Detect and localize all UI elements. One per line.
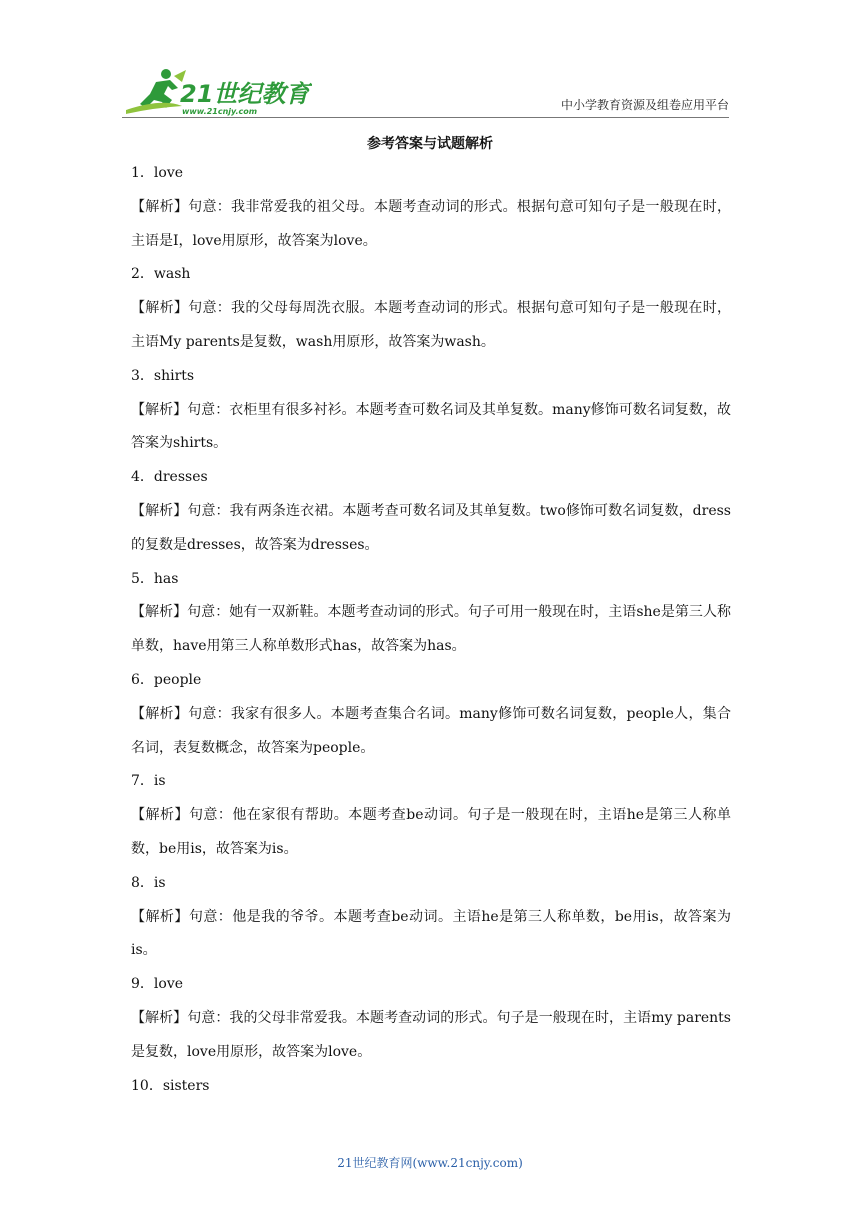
logo — [122, 64, 312, 120]
answer-text: 7．is — [131, 773, 166, 790]
explanation-text: 【解析】句意：他是我的爷爷。本题考查be动词。主语he是第三人称单数，be用is，故答案为is。 — [131, 908, 731, 959]
platform-label: 中小学教育资源及组卷应用平台 — [560, 98, 729, 112]
answer-item — [131, 461, 731, 562]
answer-text: 1．love — [131, 165, 184, 181]
explanation-text: 【解析】句意：我的父母非常爱我。本题考查动词的形式。句子是一般现在时，主语my parents是复数，love用原形，故答案为love。 — [131, 1009, 731, 1060]
explanation-text: 【解析】句意：衣柜里有很多衬衫。本题考查可数名词及其单复数。many修饰可数名词复数，故答案为shirts。 — [131, 401, 731, 452]
answer-item — [131, 157, 731, 258]
answer-item — [131, 664, 731, 765]
page-footer: 21世纪教育网(www.21cnjy.com) — [337, 1156, 523, 1170]
answer-text: 4．dresses — [131, 469, 208, 486]
runner-logo-icon — [122, 64, 312, 120]
header-divider — [122, 117, 729, 118]
answer-text: 2．wash — [131, 266, 191, 283]
answer-text: 3．shirts — [131, 367, 195, 384]
answer-list — [131, 157, 731, 1103]
answer-text: 5．has — [131, 570, 179, 587]
answer-text: 8．is — [131, 874, 166, 891]
svg-text:www.21cnjy.com: www.21cnjy.com — [182, 107, 258, 116]
answer-item — [131, 258, 731, 359]
explanation-text: 【解析】句意：我有两条连衣裙。本题考查可数名词及其单复数。two修饰可数名词复数，dress的复数是dresses，故答案为dresses。 — [131, 502, 731, 553]
explanation-text: 【解析】句意：我家有很多人。本题考查集合名词。many修饰可数名词复数，people人，集合名词，表复数概念，故答案为people。 — [131, 705, 731, 756]
svg-text:21世纪教育: 21世纪教育 — [180, 80, 310, 108]
answer-item — [131, 968, 731, 1069]
answer-item — [131, 360, 731, 461]
explanation-text: 【解析】句意：我非常爱我的祖父母。本题考查动词的形式。根据句意可知句子是一般现在时，主语是I，love用原形，故答案为love。 — [131, 198, 731, 249]
answer-text: 6．people — [131, 671, 202, 688]
answer-item — [131, 765, 731, 866]
answer-text: 9．love — [131, 976, 184, 993]
answer-item — [131, 867, 731, 968]
explanation-text: 【解析】句意：我的父母每周洗衣服。本题考查动词的形式。根据句意可知句子是一般现在时，主语My parents是复数，wash用原形，故答案为wash。 — [131, 300, 731, 350]
answer-item — [131, 563, 731, 664]
answer-item — [131, 1070, 731, 1104]
page-title: 参考答案与试题解析 — [367, 136, 493, 152]
page-header — [0, 0, 860, 120]
explanation-text: 【解析】句意：他在家很有帮助。本题考查be动词。句子是一般现在时，主语he是第三人称单数，be用is，故答案为is。 — [131, 807, 731, 857]
explanation-text: 【解析】句意：她有一双新鞋。本题考查动词的形式。句子可用一般现在时，主语she是第三人称单数，have用第三人称单数形式has，故答案为has。 — [131, 604, 731, 655]
answer-text: 10．sisters — [131, 1077, 210, 1094]
